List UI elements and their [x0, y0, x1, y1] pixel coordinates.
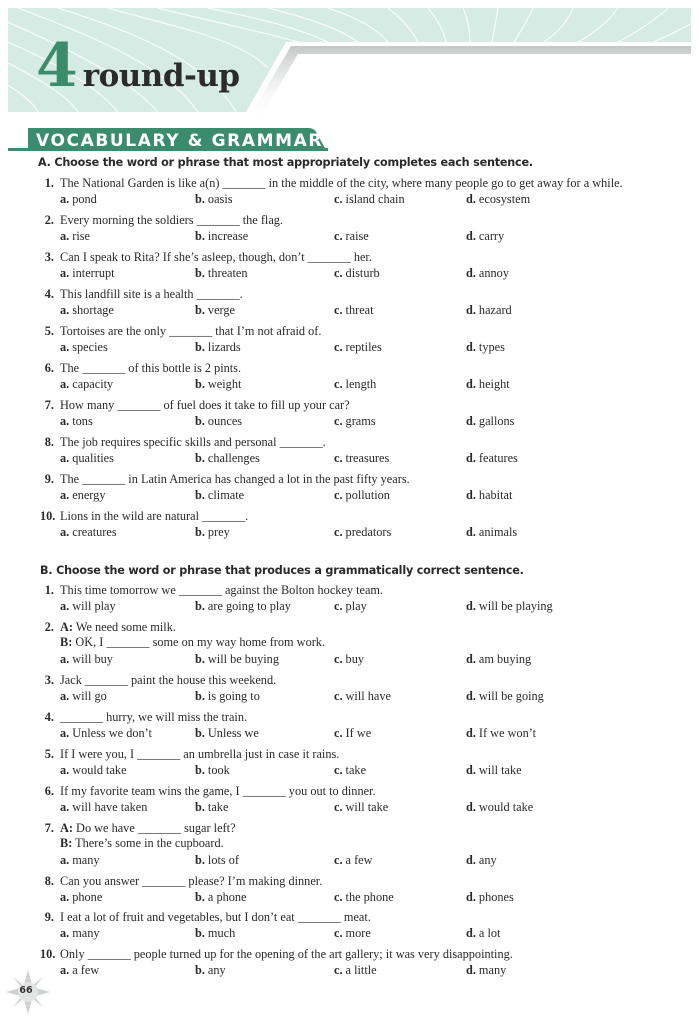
- option-d[interactable]: [466, 525, 517, 540]
- option-text: phone: [72, 890, 103, 904]
- option-text: rise: [72, 229, 90, 243]
- option-a[interactable]: [60, 926, 100, 941]
- option-text: play: [345, 599, 367, 613]
- option-d[interactable]: [466, 689, 544, 704]
- option-text: creatures: [72, 525, 117, 539]
- option-letter: a.: [60, 451, 70, 465]
- option-d[interactable]: [466, 451, 518, 466]
- option-text: island chain: [345, 192, 405, 206]
- option-letter: c.: [334, 890, 343, 904]
- question-number: 2.: [44, 213, 54, 227]
- option-letter: d.: [466, 377, 476, 391]
- option-b[interactable]: [195, 853, 239, 868]
- option-b[interactable]: [195, 229, 248, 244]
- option-letter: a.: [60, 652, 70, 666]
- question-stem: This time tomorrow we _______ against the Bolton hockey team.: [60, 583, 384, 597]
- option-a[interactable]: [60, 726, 152, 741]
- option-letter: d.: [466, 726, 476, 740]
- option-letter: c.: [334, 192, 343, 206]
- option-text: would take: [478, 800, 534, 814]
- question-number: 4.: [44, 710, 54, 724]
- option-letter: b.: [195, 192, 205, 206]
- option-c[interactable]: [334, 890, 394, 905]
- option-d[interactable]: [466, 414, 514, 429]
- option-text: hazard: [478, 303, 512, 317]
- option-letter: a.: [60, 726, 70, 740]
- option-letter: c.: [334, 451, 343, 465]
- option-text: take: [345, 763, 367, 777]
- option-letter: d.: [466, 451, 476, 465]
- option-c[interactable]: [334, 963, 377, 978]
- option-text: shortage: [72, 303, 114, 317]
- option-letter: a.: [60, 303, 70, 317]
- page-title: [36, 31, 240, 101]
- question-stem: Only _______ people turned up for the opening of the art gallery; it was very disappointing.: [60, 947, 513, 961]
- question-number: 3.: [44, 250, 54, 264]
- option-letter: b.: [195, 451, 205, 465]
- option-b[interactable]: [195, 525, 230, 540]
- speaker-a-label: A:: [60, 620, 73, 634]
- option-text: take: [207, 800, 229, 814]
- option-text: height: [478, 377, 510, 391]
- page-number: 66: [19, 985, 33, 996]
- option-letter: b.: [195, 303, 205, 317]
- option-c[interactable]: [334, 451, 389, 466]
- option-text: If we won’t: [478, 726, 537, 740]
- option-text: will be going: [478, 689, 544, 703]
- option-b[interactable]: [195, 340, 241, 355]
- option-text: threat: [345, 303, 374, 317]
- option-text: ounces: [207, 414, 243, 428]
- option-b[interactable]: [195, 377, 241, 392]
- option-letter: d.: [466, 599, 476, 613]
- option-text: a phone: [207, 890, 247, 904]
- option-b[interactable]: [195, 303, 235, 318]
- option-b[interactable]: [195, 963, 226, 978]
- question-stem: If my favorite team wins the game, I _______ you out to dinner.: [60, 784, 376, 798]
- option-letter: b.: [195, 525, 205, 539]
- option-a[interactable]: [60, 229, 90, 244]
- option-text: weight: [207, 377, 242, 391]
- option-letter: d.: [466, 763, 476, 777]
- option-text: features: [478, 451, 518, 465]
- option-c[interactable]: [334, 340, 382, 355]
- option-text: took: [207, 763, 230, 777]
- option-text: would take: [72, 763, 127, 777]
- option-letter: a.: [60, 926, 70, 940]
- option-letter: b.: [195, 377, 205, 391]
- question-number: 9.: [44, 910, 54, 924]
- part-a-instruction: A. Choose the word or phrase that most appropriately completes each sentence.: [38, 156, 533, 169]
- option-a[interactable]: [60, 599, 116, 614]
- option-letter: a.: [60, 599, 70, 613]
- option-text: a few: [72, 963, 100, 977]
- question-number: 8.: [44, 874, 54, 888]
- option-text: the phone: [345, 890, 394, 904]
- option-a[interactable]: [60, 303, 114, 318]
- option-text: gallons: [478, 414, 515, 428]
- option-letter: d.: [466, 303, 476, 317]
- option-text: phones: [478, 890, 514, 904]
- question-number: 4.: [44, 287, 54, 301]
- option-d[interactable]: [466, 266, 509, 281]
- option-letter: b.: [195, 599, 205, 613]
- option-d[interactable]: [466, 488, 512, 503]
- question-stem: The _______ of this bottle is 2 pints.: [60, 361, 242, 375]
- option-d[interactable]: [466, 890, 514, 905]
- unit-title: round-up: [82, 58, 240, 94]
- option-text: will be buying: [207, 652, 279, 666]
- option-letter: b.: [195, 340, 205, 354]
- option-c[interactable]: [334, 652, 364, 667]
- option-text: predators: [345, 525, 392, 539]
- option-b[interactable]: [195, 890, 247, 905]
- option-c[interactable]: [334, 192, 405, 207]
- option-letter: d.: [466, 266, 476, 280]
- option-text: pollution: [345, 488, 390, 502]
- option-b[interactable]: [195, 689, 260, 704]
- option-c[interactable]: [334, 689, 391, 704]
- question-number: 7.: [44, 398, 54, 412]
- option-letter: c.: [334, 340, 343, 354]
- option-letter: a.: [60, 192, 70, 206]
- option-letter: a.: [60, 800, 70, 814]
- question-stem: This landfill site is a health _______.: [60, 287, 243, 301]
- option-c[interactable]: [334, 926, 371, 941]
- option-text: lots of: [207, 853, 240, 867]
- option-b[interactable]: [195, 599, 291, 614]
- question-stem: How many _______ of fuel does it take to fill up your car?: [60, 398, 350, 412]
- option-text: pond: [72, 192, 97, 206]
- question-stem: Lions in the wild are natural _______.: [60, 509, 249, 523]
- option-text: capacity: [72, 377, 114, 391]
- line-text: Do we have _______ sugar left?: [72, 821, 236, 835]
- option-text: is going to: [207, 689, 260, 703]
- option-letter: b.: [195, 652, 205, 666]
- option-text: threaten: [207, 266, 248, 280]
- option-b[interactable]: [195, 926, 235, 941]
- option-letter: c.: [334, 377, 343, 391]
- option-d[interactable]: [466, 229, 504, 244]
- option-d[interactable]: [466, 652, 531, 667]
- option-letter: a.: [60, 890, 70, 904]
- option-text: a little: [345, 963, 377, 977]
- question-number: 10.: [40, 947, 56, 961]
- part-b-instruction: B. Choose the word or phrase that produces a grammatically correct sentence.: [40, 564, 524, 577]
- option-a[interactable]: [60, 800, 147, 815]
- option-a[interactable]: [60, 689, 107, 704]
- question-number: 6.: [44, 784, 54, 798]
- option-text: will take: [478, 763, 522, 777]
- option-letter: d.: [466, 853, 476, 867]
- option-letter: b.: [195, 726, 205, 740]
- option-a[interactable]: [60, 763, 127, 778]
- option-letter: b.: [195, 890, 205, 904]
- option-text: lizards: [207, 340, 241, 354]
- option-text: energy: [72, 488, 106, 502]
- question-stem: The _______ in Latin America has changed a lot in the past fifty years.: [60, 472, 410, 486]
- option-a[interactable]: [60, 488, 105, 503]
- option-text: habitat: [478, 488, 513, 502]
- option-text: will buy: [72, 652, 113, 666]
- option-a[interactable]: [60, 652, 113, 667]
- option-c[interactable]: [334, 853, 373, 868]
- option-text: a few: [345, 853, 373, 867]
- option-letter: d.: [466, 488, 476, 502]
- option-c[interactable]: [334, 303, 374, 318]
- option-text: many: [478, 963, 507, 977]
- option-text: will take: [345, 800, 389, 814]
- option-text: much: [207, 926, 236, 940]
- option-letter: c.: [334, 303, 343, 317]
- option-b[interactable]: [195, 266, 248, 281]
- option-text: will play: [72, 599, 116, 613]
- option-letter: b.: [195, 853, 205, 867]
- option-b[interactable]: [195, 192, 233, 207]
- option-letter: a.: [60, 763, 70, 777]
- option-letter: b.: [195, 414, 205, 428]
- option-a[interactable]: [60, 340, 108, 355]
- option-text: disturb: [345, 266, 380, 280]
- line-text: There’s some in the cupboard.: [72, 836, 224, 850]
- unit-number: 4: [36, 31, 77, 101]
- option-b[interactable]: [195, 488, 244, 503]
- question-stem: Can I speak to Rita? If she’s asleep, though, don’t _______ her.: [60, 250, 372, 264]
- option-text: are going to play: [207, 599, 291, 613]
- option-a[interactable]: [60, 266, 115, 281]
- option-c[interactable]: [334, 525, 391, 540]
- option-letter: b.: [195, 266, 205, 280]
- option-letter: b.: [195, 800, 205, 814]
- question-number: 8.: [44, 435, 54, 449]
- option-letter: c.: [334, 599, 343, 613]
- option-text: verge: [207, 303, 236, 317]
- option-letter: b.: [195, 963, 205, 977]
- option-text: types: [478, 340, 505, 354]
- option-text: climate: [207, 488, 245, 502]
- question-stem: Tortoises are the only _______ that I’m not afraid of.: [60, 324, 322, 338]
- option-text: Unless we don’t: [72, 726, 152, 740]
- option-a[interactable]: [60, 377, 113, 392]
- option-text: grams: [345, 414, 376, 428]
- option-text: annoy: [478, 266, 509, 280]
- option-letter: d.: [466, 652, 476, 666]
- question-number: 5.: [44, 324, 54, 338]
- option-letter: a.: [60, 377, 70, 391]
- option-c[interactable]: [334, 414, 376, 429]
- option-letter: b.: [195, 763, 205, 777]
- question-number: 5.: [44, 747, 54, 761]
- option-text: will go: [72, 689, 107, 703]
- option-b[interactable]: [195, 652, 279, 667]
- option-d[interactable]: [466, 726, 536, 741]
- option-c[interactable]: [334, 800, 388, 815]
- option-letter: d.: [466, 800, 476, 814]
- option-a[interactable]: [60, 525, 117, 540]
- option-d[interactable]: [466, 377, 510, 392]
- question-number: 9.: [44, 472, 54, 486]
- question-number: 1.: [44, 583, 54, 597]
- option-letter: c.: [334, 853, 343, 867]
- option-letter: c.: [334, 266, 343, 280]
- option-letter: a.: [60, 488, 70, 502]
- option-letter: b.: [195, 926, 205, 940]
- option-letter: d.: [466, 340, 476, 354]
- option-text: increase: [207, 229, 249, 243]
- question-number: 7.: [44, 821, 54, 835]
- option-text: more: [345, 926, 371, 940]
- option-letter: a.: [60, 853, 70, 867]
- option-letter: c.: [334, 525, 343, 539]
- option-letter: a.: [60, 340, 70, 354]
- option-b[interactable]: [195, 763, 230, 778]
- option-text: will be playing: [478, 599, 553, 613]
- section-title: VOCABULARY & GRAMMAR: [36, 131, 324, 151]
- option-letter: c.: [334, 800, 343, 814]
- option-letter: d.: [466, 890, 476, 904]
- option-letter: b.: [195, 229, 205, 243]
- option-letter: b.: [195, 488, 205, 502]
- question-stem: _______ hurry, we will miss the train.: [60, 710, 248, 724]
- option-a[interactable]: [60, 451, 114, 466]
- option-text: raise: [345, 229, 369, 243]
- option-letter: d.: [466, 926, 476, 940]
- question-stem: If I were you, I _______ an umbrella just in case it rains.: [60, 747, 340, 761]
- speaker-b-label: B:: [60, 635, 73, 649]
- option-b[interactable]: [195, 414, 242, 429]
- option-letter: c.: [334, 689, 343, 703]
- option-text: length: [345, 377, 377, 391]
- question-number: 3.: [44, 673, 54, 687]
- option-d[interactable]: [466, 963, 506, 978]
- option-text: species: [72, 340, 108, 354]
- option-text: qualities: [72, 451, 114, 465]
- question-number: 10.: [40, 509, 56, 523]
- option-c[interactable]: [334, 726, 371, 741]
- option-text: animals: [478, 525, 518, 539]
- option-letter: c.: [334, 963, 343, 977]
- question-stem: The National Garden is like a(n) _______ in the middle of the city, where many people go to get away for a while.: [60, 176, 623, 190]
- option-letter: c.: [334, 414, 343, 428]
- option-text: oasis: [207, 192, 233, 206]
- option-letter: c.: [334, 763, 343, 777]
- question-stem-line-1: [60, 821, 236, 836]
- option-letter: a.: [60, 525, 70, 539]
- option-b[interactable]: [195, 726, 259, 741]
- option-c[interactable]: [334, 229, 369, 244]
- option-letter: d.: [466, 963, 476, 977]
- option-letter: c.: [334, 726, 343, 740]
- option-d[interactable]: [466, 303, 512, 318]
- option-text: many: [72, 853, 100, 867]
- option-text: buy: [345, 652, 364, 666]
- option-letter: a.: [60, 266, 70, 280]
- line-text: We need some milk.: [72, 620, 176, 634]
- option-text: ecosystem: [478, 192, 531, 206]
- speaker-a-label: A:: [60, 821, 73, 835]
- option-c[interactable]: [334, 488, 390, 503]
- option-letter: d.: [466, 229, 476, 243]
- option-d[interactable]: [466, 340, 505, 355]
- option-text: interrupt: [72, 266, 115, 280]
- option-a[interactable]: [60, 890, 102, 905]
- question-stem: Jack _______ paint the house this weekend.: [60, 673, 277, 687]
- option-c[interactable]: [334, 377, 376, 392]
- option-letter: d.: [466, 414, 476, 428]
- option-letter: c.: [334, 229, 343, 243]
- option-a[interactable]: [60, 414, 93, 429]
- option-text: many: [72, 926, 100, 940]
- option-text: any: [207, 963, 226, 977]
- question-stem: The job requires specific skills and personal _______.: [60, 435, 326, 449]
- option-d[interactable]: [466, 926, 500, 941]
- question-stem-line-2: [60, 635, 325, 650]
- option-letter: d.: [466, 689, 476, 703]
- option-letter: d.: [466, 192, 476, 206]
- option-letter: a.: [60, 963, 70, 977]
- option-text: prey: [207, 525, 230, 539]
- option-text: carry: [478, 229, 505, 243]
- option-a[interactable]: [60, 963, 99, 978]
- option-text: challenges: [207, 451, 260, 465]
- option-c[interactable]: [334, 266, 380, 281]
- question-stem: I eat a lot of fruit and vegetables, but I don’t eat _______ meat.: [60, 910, 371, 924]
- option-c[interactable]: [334, 599, 367, 614]
- option-text: tons: [72, 414, 93, 428]
- option-text: am buying: [478, 652, 532, 666]
- question-number: 6.: [44, 361, 54, 375]
- option-letter: d.: [466, 525, 476, 539]
- speaker-b-label: B:: [60, 836, 73, 850]
- option-text: If we: [345, 726, 372, 740]
- option-letter: c.: [334, 652, 343, 666]
- option-letter: a.: [60, 689, 70, 703]
- option-text: will have: [345, 689, 391, 703]
- option-d[interactable]: [466, 853, 497, 868]
- option-text: treasures: [345, 451, 390, 465]
- question-stem: Every morning the soldiers _______ the flag.: [60, 213, 284, 227]
- option-d[interactable]: [466, 192, 530, 207]
- option-b[interactable]: [195, 800, 228, 815]
- option-d[interactable]: [466, 763, 522, 778]
- question-number: 2.: [44, 620, 54, 634]
- question-number: 1.: [44, 176, 54, 190]
- option-b[interactable]: [195, 451, 260, 466]
- option-a[interactable]: [60, 853, 100, 868]
- option-d[interactable]: [466, 800, 533, 815]
- question-stem-line-1: [60, 620, 176, 635]
- option-text: a lot: [478, 926, 501, 940]
- option-text: will have taken: [72, 800, 148, 814]
- option-letter: c.: [334, 926, 343, 940]
- option-letter: a.: [60, 229, 70, 243]
- line-text: OK, I _______ some on my way home from work.: [72, 635, 326, 649]
- option-text: reptiles: [345, 340, 382, 354]
- option-d[interactable]: [466, 599, 553, 614]
- option-a[interactable]: [60, 192, 97, 207]
- option-letter: b.: [195, 689, 205, 703]
- option-text: any: [478, 853, 497, 867]
- option-text: Unless we: [207, 726, 259, 740]
- option-c[interactable]: [334, 763, 366, 778]
- question-stem: Can you answer _______ please? I’m making dinner.: [60, 874, 323, 888]
- option-letter: c.: [334, 488, 343, 502]
- question-stem-line-2: [60, 836, 224, 851]
- option-letter: a.: [60, 414, 70, 428]
